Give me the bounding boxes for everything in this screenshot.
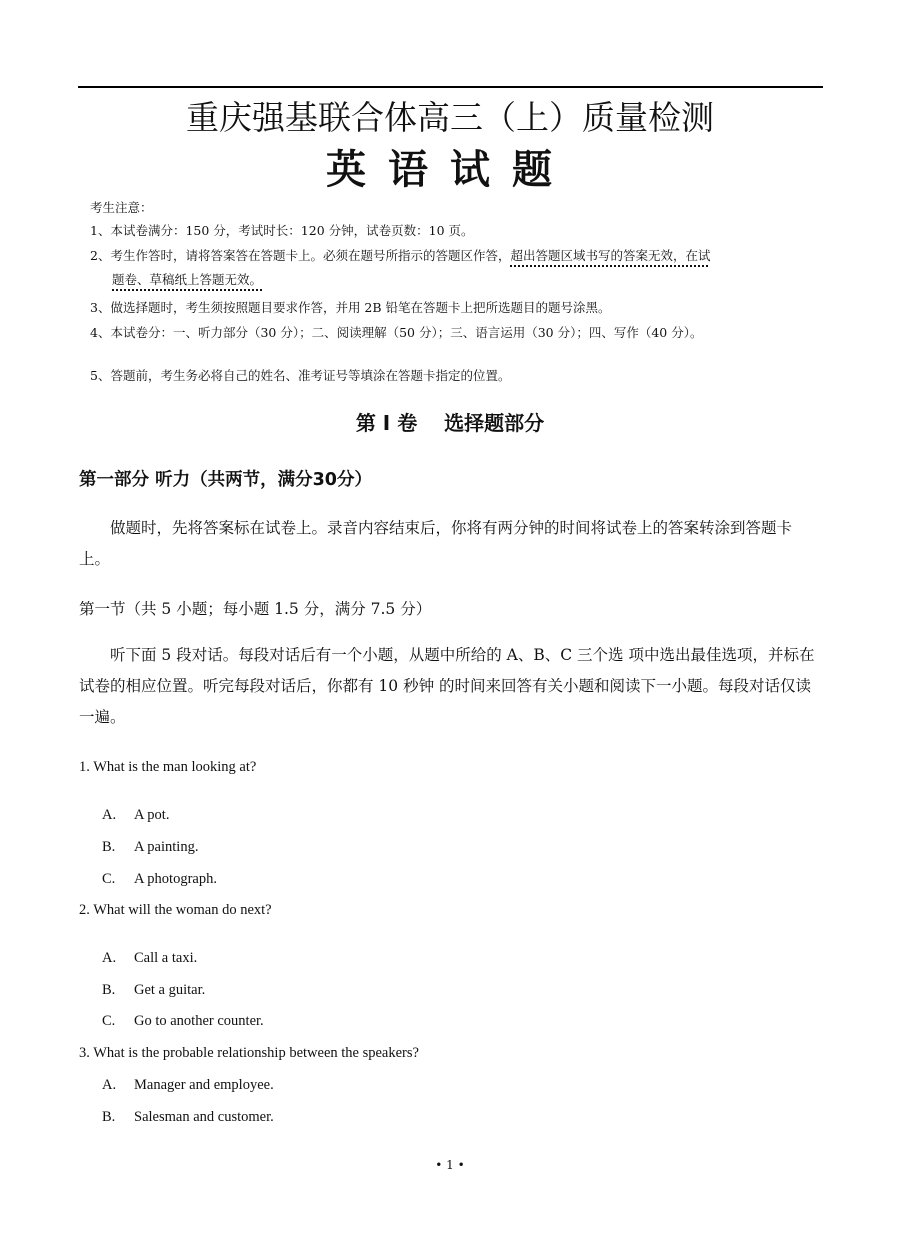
exam-title: 重庆强基联合体高三（上）质量检测 xyxy=(186,98,714,137)
notice-item-2 xyxy=(90,247,710,265)
part-title: 第一部分 听力（共两节，满分30分） xyxy=(79,470,372,490)
question-1: 1. What is the man looking at? xyxy=(79,759,257,775)
notice-item-5: 5、答题前，考生务必将自己的姓名、准考证号等填涂在答题卡指定的位置。 xyxy=(90,368,511,383)
notice-item-1: 1、本试卷满分：150 分，考试时长：120 分钟，试卷页数：10 页。 xyxy=(90,223,474,238)
notice-item-2-emphasis: 超出答题区域书写的答案无效，在试 xyxy=(510,248,711,263)
exam-subtitle: 英语试题 xyxy=(326,146,574,193)
notice-item-4: 4、本试卷分：一、听力部分（30 分）；二、阅读理解（50 分）；三、语言运用（30 分）；四、写作（40 分）。 xyxy=(90,325,703,340)
notice-item-2-cont: 题卷、草稿纸上答题无效。 xyxy=(112,272,263,287)
notice-heading: 考生注意： xyxy=(90,200,153,215)
instruction-paragraph: 做题时，先将答案标在试卷上。录音内容结束后，你将有两分钟的时间将试卷上的答案转涂到答题卡上。 xyxy=(79,519,793,568)
top-rule xyxy=(78,86,823,88)
question-2: 2. What will the woman do next? xyxy=(79,902,272,918)
question-3: 3. What is the probable relationship between the speakers? xyxy=(79,1045,419,1061)
sub-instruction-paragraph: 听下面 5 段对话。每段对话后有一个小题，从题中所给的 A、B、C 三个选 项中选出最佳选项，并标在试卷的相应位置。听完每段对话后，你都有 10 秒钟 的时间来回答有关小题和阅读下一小题。每段对话仅读一遍。 xyxy=(79,646,815,726)
subsection-title: 第一节（共 5 小题；每小题 1.5 分，满分 7.5 分） xyxy=(79,600,432,618)
notice-item-2-text: 2、考生作答时，请将答案答在答题卡上。必须在题号所指示的答题区作答， xyxy=(90,248,511,263)
notice-item-3: 3、做选择题时，考生须按照题目要求作答，并用 2B 铅笔在答题卡上把所选题目的题号涂黑。 xyxy=(90,300,611,315)
page-number: • 1 • xyxy=(435,1158,465,1172)
section-title: 第 I 卷 选择题部分 xyxy=(355,411,545,435)
